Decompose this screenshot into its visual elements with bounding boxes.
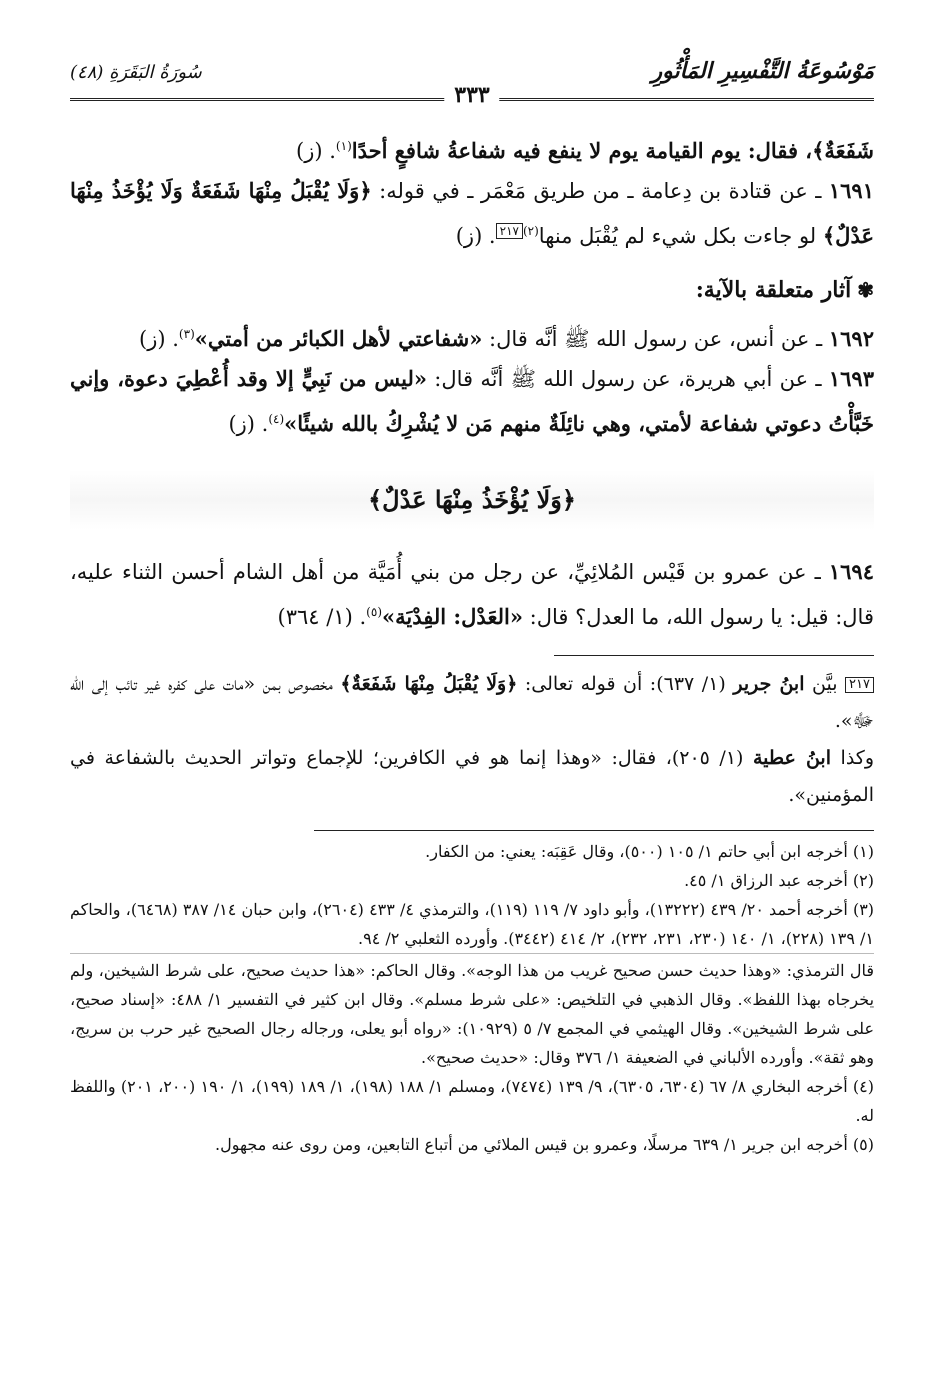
heading-text: آثار متعلقة بالآية: — [695, 277, 852, 303]
commentary-separator — [554, 655, 874, 656]
source-marker: . (ز) — [228, 412, 269, 436]
continued-text: شَفَعَةٌ﴾، فقال: يوم القيامة يوم لا ينفع فيه شفاعةُ شافعٍ أحدًا — [351, 138, 874, 163]
surah-reference: سُورَةُ البَقَرَةِ (٤٨) — [70, 62, 202, 83]
footnote-separator — [314, 830, 874, 831]
footnote-4: (٤) أخرجه البخاري ٨/ ٦٧ (٦٣٠٤، ٦٣٠٥)، ٩/ ١٣٩ (٧٤٧٤)، ومسلم ١/ ١٨٨ (١٩٨)، ١/ ١٨٩ (١٩٩)، ١/ ١٩٠ (٢٠٠، ٢٠١) واللفظ له. — [70, 1077, 875, 1125]
footnote-ref-5[interactable]: (٥) — [366, 605, 382, 619]
narration-text: ـ عن عمرو بن قَيْس المُلائِيِّ، عن رجل من بني أُمَيَّة من أهل الشام أحسن الثناء عليه، قال: قيل: يا رسول الله، ما العدل؟ قال: — [70, 560, 874, 629]
hadith-quote: «العَدْل: الفِدْيَة» — [382, 604, 523, 629]
footnote-ref-1[interactable]: (١) — [335, 139, 352, 153]
commentary-text: بيَّن — [804, 673, 846, 695]
athar-heading — [70, 270, 874, 310]
source-marker: . (ز) — [139, 327, 179, 351]
footnote-ref-2[interactable]: (٢) — [522, 224, 539, 238]
narration-text: ـ عن أبي هريرة، عن رسول الله ﷺ أنَّه قال: — [427, 367, 829, 391]
commentary-number-box: ٢١٧ — [845, 677, 874, 693]
scholar-name: ابنُ جرير — [733, 673, 805, 695]
hadith-quote: «ليس من نَبِيٍّ إلا وقد أُعْطِيَ دعوة، وإني خَبَّأْتُ دعوتي شفاعة لأمتي، وهي نائِلَةٌ منهم مَن لا يُشْرِكُ بالله شيئًا» — [70, 366, 874, 436]
narration-1693 — [70, 359, 874, 444]
scholar-name: ابنُ عطية — [753, 747, 831, 769]
commentary-ref-box[interactable]: ٢١٧ — [496, 223, 523, 239]
footnote-5: (٥) أخرجه ابن جرير ١/ ٦٣٩ مرسلًا، وعمرو بن قيس الملائي من أتباع التابعين، ومن روى عنه مجهول. — [215, 1135, 874, 1154]
book-page — [70, 52, 874, 1352]
narration-number: ١٦٩٢ — [828, 326, 874, 351]
commentary-text: وكذا — [831, 747, 875, 769]
narration-number: ١٦٩١ — [828, 178, 874, 203]
continued-paragraph — [70, 126, 874, 171]
footnote-2: (٢) أخرجه عبد الرزاق ١/ ٤٥. — [684, 871, 874, 890]
commentary-text: (١/ ٢٠٥)، فقال: «وهذا إنما هو في الكافرين؛ للإجماع وتواتر الحديث بالشفاعة في المؤمنين». — [70, 747, 874, 806]
hadith-quote: «شفاعتي لأهل الكبائر من أمتي» — [194, 326, 483, 351]
narration-text: ـ عن قتادة بن دِعامة ـ من طريق مَعْمَر ـ في قوله: — [371, 179, 829, 203]
footnote-1: (١) أخرجه ابن أبي حاتم ١/ ١٠٥ (٥٠٠)، وقال عَقِبَه: يعني: من الكفار. — [425, 842, 874, 861]
verse-banner: ﴿وَلَا يُؤْخَذُ مِنْهَا عَدْلٌ﴾ — [70, 470, 874, 530]
commentary-text: مخصوص بمن «مات على كفره غير تائب إلى الله ﷻ». — [70, 673, 874, 732]
book-title: مَوْسُوعَةُ التَّفْسِيرِ المَأْثُورِ — [651, 58, 874, 84]
flower-ornament-icon: ✾ — [857, 278, 874, 302]
footnotes — [70, 837, 874, 1159]
commentary-text: (١/ ٦٣٧): أن قوله تعالى: — [517, 673, 734, 695]
quran-quote: ﴿وَلَا يُقْبَلُ مِنْهَا شَفَعَةٌ وَلَا يُؤْخَذُ مِنْهَا عَدْلٌ﴾ — [70, 178, 874, 248]
footnote-3: (٣) أخرجه أحمد ٢٠/ ٤٣٩ (١٣٢٢٢)، وأبو داود ٧/ ١١٩ (١١٩)، والترمذي ٤/ ٤٣٣ (٢٦٠٤)، وابن حبان ١٤/ ٣٨٧ (٦٤٦٨)، والحاكم ١/ ١٣٩ (٢٢٨)، ١/ ١٤٠ (٢٣٠، ٢٣١، ٢٣٢)، ٢/ ٤١٤ (٣٤٤٢). وأورده الثعلبي ٢/ ٩٤. — [70, 900, 875, 948]
commentary-2 — [70, 740, 874, 814]
volume-reference: . (١/ ٣٦٤) — [277, 605, 367, 629]
footnote-ref-3[interactable]: (٣) — [178, 327, 195, 341]
footnote-3-commentary: قال الترمذي: «وهذا حديث حسن صحيح غريب من هذا الوجه». وقال الحاكم: «هذا حديث صحيح، على شرط الشيخين، ولم يخرجاه بهذا اللفظ». وقال الذهبي في التلخيص: «على شرط مسلم». وقال ابن كثير في التفسير ١/ ٤٨٨: «إسناد صحيح، على شرط الشيخين». وقال الهيثمي في المجمع ٧/ ٥ (١٠٩٢٩): «رواه أبو يعلى، ورجاله رجال الصحيح غير حرب بن سريج، وهو ثقة». وأورده الألباني في الضعيفة ١/ ٣٧٦ وقال: «حديث صحيح». — [70, 953, 874, 1072]
commentary-1 — [70, 666, 874, 740]
footnote-ref-4[interactable]: (٤) — [268, 412, 285, 426]
narration-1691 — [70, 171, 874, 256]
narration-number: ١٦٩٤ — [828, 559, 874, 584]
source-marker: . (ز) — [455, 224, 496, 248]
page-header — [70, 52, 874, 106]
quran-quote: ﴿وَلَا يُقْبَلُ مِنْهَا شَفَعَةٌ﴾ — [340, 673, 518, 695]
narration-text-2: لو جاءت بكل شيء لم يُقْبَل منها — [538, 224, 823, 248]
source-marker: . (ز) — [296, 139, 336, 163]
page-number: ٣٣٣ — [444, 82, 499, 108]
narration-1692 — [70, 314, 874, 359]
narration-text: ـ عن أنس، عن رسول الله ﷺ أنَّه قال: — [482, 327, 829, 351]
narration-1694 — [70, 552, 874, 637]
narration-number: ١٦٩٣ — [828, 366, 874, 391]
